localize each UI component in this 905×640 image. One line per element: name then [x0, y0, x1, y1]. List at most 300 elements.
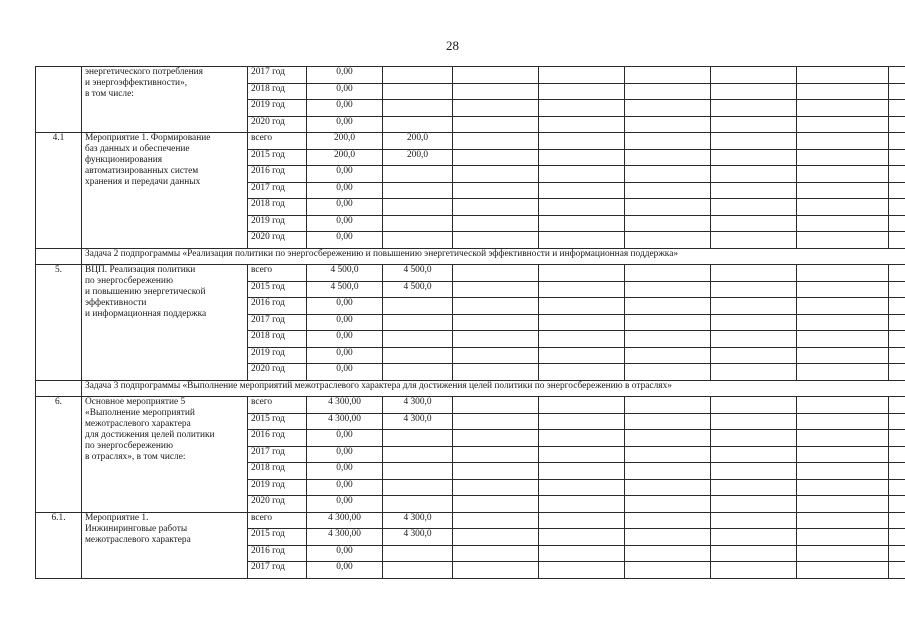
empty-cell	[711, 347, 797, 364]
empty-cell	[539, 166, 625, 183]
task-heading: Задача 3 подпрограммы «Выполнение мероприятий межотраслевого характера для достижения целей политики по энергосбережению в отраслях»	[82, 380, 905, 397]
empty-cell	[539, 430, 625, 447]
empty-cell	[797, 496, 889, 513]
empty-cell	[797, 100, 889, 117]
empty-cell	[625, 463, 711, 480]
empty-cell	[797, 67, 889, 84]
empty-cell	[539, 149, 625, 166]
year-cell: 2018 год	[248, 199, 307, 216]
total-value-cell: 0,00	[307, 479, 383, 496]
total-value-cell: 200,0	[307, 133, 383, 150]
empty-cell	[453, 116, 539, 133]
total-value-cell: 4 300,00	[307, 529, 383, 546]
total-value-cell: 0,00	[307, 67, 383, 84]
empty-cell	[711, 215, 797, 232]
empty-cell	[889, 512, 905, 529]
item-description	[82, 133, 248, 249]
empty-cell	[625, 364, 711, 381]
empty-cell	[797, 364, 889, 381]
item-number: 6.	[36, 397, 82, 513]
empty-cell	[625, 67, 711, 84]
empty-cell	[453, 232, 539, 249]
budget-table	[35, 66, 905, 579]
empty-cell	[625, 182, 711, 199]
empty-cell	[539, 364, 625, 381]
year-cell: 2016 год	[248, 166, 307, 183]
empty-cell	[889, 67, 905, 84]
description-line: межотраслевого характера	[85, 419, 191, 429]
empty-cell	[889, 265, 905, 282]
year-cell: 2020 год	[248, 232, 307, 249]
empty-cell	[453, 199, 539, 216]
empty-cell	[539, 512, 625, 529]
item-description	[82, 67, 248, 133]
empty-cell	[625, 149, 711, 166]
empty-cell	[889, 463, 905, 480]
description-line: и энергоэффективности»,	[85, 78, 188, 88]
empty-cell	[539, 479, 625, 496]
empty-cell	[453, 413, 539, 430]
empty-cell	[711, 413, 797, 430]
budget-value-cell	[383, 166, 453, 183]
empty-cell	[625, 397, 711, 414]
budget-value-cell: 4 500,0	[383, 265, 453, 282]
total-value-cell: 0,00	[307, 83, 383, 100]
empty-cell	[889, 364, 905, 381]
empty-cell	[797, 166, 889, 183]
budget-value-cell	[383, 347, 453, 364]
year-cell: 2017 год	[248, 67, 307, 84]
empty-cell	[539, 182, 625, 199]
empty-cell	[539, 397, 625, 414]
description-line: в том числе:	[85, 89, 134, 99]
description-line: и повышению энергетической	[85, 287, 206, 297]
total-value-cell: 0,00	[307, 100, 383, 117]
empty-cell	[889, 232, 905, 249]
empty-cell	[625, 314, 711, 331]
empty-cell	[797, 446, 889, 463]
empty-cell	[711, 512, 797, 529]
empty-cell	[625, 116, 711, 133]
empty-cell	[453, 149, 539, 166]
total-value-cell: 0,00	[307, 116, 383, 133]
empty-cell	[625, 199, 711, 216]
empty-cell	[539, 67, 625, 84]
empty-cell	[453, 133, 539, 150]
empty-cell	[453, 67, 539, 84]
total-value-cell: 0,00	[307, 496, 383, 513]
budget-value-cell: 4 500,0	[383, 281, 453, 298]
item-description	[82, 512, 248, 578]
total-value-cell: 200,0	[307, 149, 383, 166]
empty-cell	[539, 545, 625, 562]
item-number: 6.1.	[36, 512, 82, 578]
empty-cell	[889, 397, 905, 414]
empty-cell	[711, 529, 797, 546]
empty-cell	[625, 512, 711, 529]
budget-value-cell	[383, 116, 453, 133]
empty-cell	[797, 512, 889, 529]
empty-cell	[625, 298, 711, 315]
empty-cell	[711, 133, 797, 150]
budget-value-cell	[383, 562, 453, 579]
empty-cell	[711, 496, 797, 513]
empty-cell	[797, 314, 889, 331]
empty-cell	[711, 281, 797, 298]
empty-cell	[453, 562, 539, 579]
empty-cell	[889, 100, 905, 117]
year-cell: 2015 год	[248, 529, 307, 546]
empty-cell	[889, 545, 905, 562]
description-line: энергетического потребления	[85, 67, 203, 77]
empty-cell	[453, 529, 539, 546]
task-row	[36, 380, 905, 397]
empty-cell	[453, 430, 539, 447]
empty-cell	[889, 430, 905, 447]
budget-value-cell	[383, 545, 453, 562]
budget-value-cell	[383, 232, 453, 249]
empty-cell	[539, 100, 625, 117]
empty-cell	[539, 133, 625, 150]
empty-cell	[711, 479, 797, 496]
year-cell: 2016 год	[248, 545, 307, 562]
description-line: в отраслях», в том числе:	[85, 452, 186, 462]
total-value-cell: 4 500,0	[307, 281, 383, 298]
empty-cell	[889, 331, 905, 348]
empty-cell	[453, 166, 539, 183]
year-cell: 2015 год	[248, 413, 307, 430]
empty-cell	[711, 232, 797, 249]
description-line: автоматизированных систем	[85, 166, 199, 176]
empty-cell	[711, 67, 797, 84]
empty-cell	[453, 100, 539, 117]
empty-cell	[539, 232, 625, 249]
description-line: Инжиниринговые работы	[85, 523, 188, 534]
budget-value-cell	[383, 430, 453, 447]
budget-value-cell	[383, 463, 453, 480]
year-cell: 2015 год	[248, 281, 307, 298]
year-cell: 2019 год	[248, 347, 307, 364]
empty-cell	[625, 545, 711, 562]
empty-cell	[453, 182, 539, 199]
item-number: 4.1	[36, 133, 82, 249]
description-line: хранения и передачи данных	[85, 177, 201, 187]
total-value-cell: 0,00	[307, 562, 383, 579]
year-cell: 2017 год	[248, 446, 307, 463]
table-row	[36, 512, 905, 529]
total-value-cell: 0,00	[307, 166, 383, 183]
empty-cell	[453, 364, 539, 381]
empty-cell	[625, 265, 711, 282]
item-description	[82, 397, 248, 513]
empty-cell	[889, 149, 905, 166]
total-value-cell: 0,00	[307, 331, 383, 348]
empty-cell	[539, 496, 625, 513]
description-line: ВЦП. Реализация политики	[85, 265, 196, 275]
year-cell: 2018 год	[248, 331, 307, 348]
empty-cell	[453, 314, 539, 331]
empty-cell	[539, 215, 625, 232]
year-cell: всего	[248, 397, 307, 414]
empty-cell	[539, 116, 625, 133]
description-line: баз данных и обеспечение	[85, 144, 190, 154]
empty-cell	[625, 446, 711, 463]
empty-cell	[889, 562, 905, 579]
empty-cell	[453, 83, 539, 100]
empty-cell	[711, 199, 797, 216]
empty-cell	[711, 397, 797, 414]
empty-cell	[625, 215, 711, 232]
empty-cell	[797, 149, 889, 166]
empty-cell	[711, 331, 797, 348]
budget-value-cell	[383, 67, 453, 84]
empty-cell	[889, 281, 905, 298]
empty-cell	[453, 397, 539, 414]
budget-value-cell	[383, 479, 453, 496]
empty-cell	[453, 496, 539, 513]
empty-cell	[711, 83, 797, 100]
description-line: межотраслевого характера	[85, 534, 191, 545]
empty-cell	[797, 397, 889, 414]
description-line: Мероприятие 1.	[85, 512, 149, 523]
empty-cell	[889, 298, 905, 315]
empty-cell	[625, 83, 711, 100]
table-row	[36, 265, 905, 282]
empty-cell	[539, 199, 625, 216]
empty-cell	[889, 116, 905, 133]
empty-cell	[889, 529, 905, 546]
year-cell: всего	[248, 265, 307, 282]
budget-value-cell	[383, 215, 453, 232]
year-cell: 2016 год	[248, 430, 307, 447]
budget-value-cell: 4 300,0	[383, 529, 453, 546]
budget-value-cell: 4 300,0	[383, 413, 453, 430]
empty-cell	[539, 413, 625, 430]
empty-cell	[889, 479, 905, 496]
description-line: «Выполнение мероприятий	[85, 408, 195, 418]
description-line: функционирования	[85, 155, 163, 165]
total-value-cell: 0,00	[307, 347, 383, 364]
empty-cell	[797, 479, 889, 496]
total-value-cell: 4 300,00	[307, 413, 383, 430]
empty-cell	[797, 347, 889, 364]
year-cell: 2020 год	[248, 364, 307, 381]
empty-cell	[453, 446, 539, 463]
empty-cell	[453, 215, 539, 232]
empty-cell	[797, 331, 889, 348]
description-line: Мероприятие 1. Формирование	[85, 133, 211, 143]
empty-cell	[453, 545, 539, 562]
empty-cell	[889, 83, 905, 100]
empty-cell	[625, 232, 711, 249]
empty-cell	[711, 463, 797, 480]
year-cell: 2017 год	[248, 562, 307, 579]
empty-cell	[889, 215, 905, 232]
year-cell: 2018 год	[248, 83, 307, 100]
total-value-cell: 0,00	[307, 463, 383, 480]
empty-cell	[453, 265, 539, 282]
empty-cell	[539, 331, 625, 348]
empty-cell	[889, 199, 905, 216]
empty-cell	[711, 430, 797, 447]
budget-value-cell: 4 300,0	[383, 512, 453, 529]
empty-cell	[539, 281, 625, 298]
empty-cell	[539, 83, 625, 100]
item-number: 5.	[36, 265, 82, 381]
budget-value-cell: 200,0	[383, 133, 453, 150]
total-value-cell: 0,00	[307, 199, 383, 216]
budget-value-cell	[383, 298, 453, 315]
empty-cell	[625, 562, 711, 579]
empty-cell	[797, 182, 889, 199]
empty-cell	[453, 479, 539, 496]
total-value-cell: 4 500,0	[307, 265, 383, 282]
empty-cell	[453, 281, 539, 298]
empty-cell	[889, 446, 905, 463]
empty-cell	[453, 298, 539, 315]
empty-cell	[711, 364, 797, 381]
task-row	[36, 248, 905, 265]
budget-value-cell	[383, 446, 453, 463]
year-cell: 2020 год	[248, 496, 307, 513]
empty-cell	[797, 281, 889, 298]
description-line: для достижения целей политики	[85, 430, 215, 440]
empty-cell	[797, 265, 889, 282]
description-line: и информационная поддержка	[85, 309, 207, 319]
empty-cell	[711, 149, 797, 166]
empty-cell	[797, 116, 889, 133]
description-line: по энергосбережению	[85, 441, 173, 451]
total-value-cell: 0,00	[307, 182, 383, 199]
empty-cell	[711, 562, 797, 579]
task-heading: Задача 2 подпрограммы «Реализация политики по энергосбережению и повышению энергетической эффективности и информационная поддержка»	[82, 248, 905, 265]
item-number	[36, 67, 82, 133]
year-cell: 2015 год	[248, 149, 307, 166]
year-cell: 2020 год	[248, 116, 307, 133]
empty-cell	[797, 83, 889, 100]
description-line: по энергосбережению	[85, 276, 173, 286]
empty-cell	[711, 166, 797, 183]
empty-cell	[453, 347, 539, 364]
empty-cell	[625, 281, 711, 298]
empty-cell	[539, 298, 625, 315]
total-value-cell: 0,00	[307, 364, 383, 381]
empty-cell	[625, 133, 711, 150]
year-cell: всего	[248, 133, 307, 150]
budget-value-cell	[383, 331, 453, 348]
empty-cell	[889, 314, 905, 331]
budget-value-cell	[383, 83, 453, 100]
budget-value-cell	[383, 182, 453, 199]
empty-cell	[539, 529, 625, 546]
empty-cell	[797, 562, 889, 579]
empty-cell	[625, 529, 711, 546]
empty-cell	[711, 100, 797, 117]
empty-cell	[889, 182, 905, 199]
year-cell: всего	[248, 512, 307, 529]
empty-cell	[711, 545, 797, 562]
empty-cell	[797, 298, 889, 315]
empty-cell	[711, 116, 797, 133]
budget-value-cell	[383, 364, 453, 381]
empty-cell	[539, 562, 625, 579]
task-num-cell	[36, 248, 82, 265]
total-value-cell: 0,00	[307, 232, 383, 249]
empty-cell	[625, 331, 711, 348]
task-num-cell	[36, 380, 82, 397]
budget-value-cell	[383, 100, 453, 117]
empty-cell	[889, 413, 905, 430]
year-cell: 2019 год	[248, 479, 307, 496]
item-description	[82, 265, 248, 381]
empty-cell	[625, 479, 711, 496]
empty-cell	[797, 430, 889, 447]
empty-cell	[797, 232, 889, 249]
total-value-cell: 0,00	[307, 215, 383, 232]
empty-cell	[797, 199, 889, 216]
empty-cell	[797, 463, 889, 480]
year-cell: 2019 год	[248, 100, 307, 117]
empty-cell	[539, 347, 625, 364]
empty-cell	[711, 182, 797, 199]
empty-cell	[625, 100, 711, 117]
empty-cell	[889, 347, 905, 364]
empty-cell	[711, 265, 797, 282]
empty-cell	[539, 446, 625, 463]
empty-cell	[889, 133, 905, 150]
budget-value-cell	[383, 496, 453, 513]
empty-cell	[797, 413, 889, 430]
empty-cell	[711, 314, 797, 331]
empty-cell	[625, 413, 711, 430]
empty-cell	[711, 298, 797, 315]
empty-cell	[797, 133, 889, 150]
year-cell: 2016 год	[248, 298, 307, 315]
total-value-cell: 4 300,00	[307, 512, 383, 529]
empty-cell	[625, 496, 711, 513]
budget-value-cell: 200,0	[383, 149, 453, 166]
empty-cell	[453, 512, 539, 529]
empty-cell	[539, 265, 625, 282]
empty-cell	[539, 314, 625, 331]
total-value-cell: 0,00	[307, 298, 383, 315]
empty-cell	[539, 463, 625, 480]
budget-value-cell: 4 300,0	[383, 397, 453, 414]
year-cell: 2017 год	[248, 314, 307, 331]
description-line: эффективности	[85, 298, 147, 308]
total-value-cell: 0,00	[307, 314, 383, 331]
empty-cell	[625, 166, 711, 183]
empty-cell	[625, 347, 711, 364]
empty-cell	[889, 496, 905, 513]
table-row	[36, 397, 905, 414]
description-line: Основное мероприятие 5	[85, 397, 186, 407]
empty-cell	[453, 463, 539, 480]
year-cell: 2017 год	[248, 182, 307, 199]
page-number: 28	[446, 38, 459, 53]
total-value-cell: 0,00	[307, 446, 383, 463]
table-row	[36, 67, 905, 84]
total-value-cell: 0,00	[307, 430, 383, 447]
empty-cell	[889, 166, 905, 183]
empty-cell	[453, 331, 539, 348]
budget-value-cell	[383, 199, 453, 216]
year-cell: 2018 год	[248, 463, 307, 480]
year-cell: 2019 год	[248, 215, 307, 232]
total-value-cell: 4 300,00	[307, 397, 383, 414]
empty-cell	[625, 430, 711, 447]
empty-cell	[797, 545, 889, 562]
